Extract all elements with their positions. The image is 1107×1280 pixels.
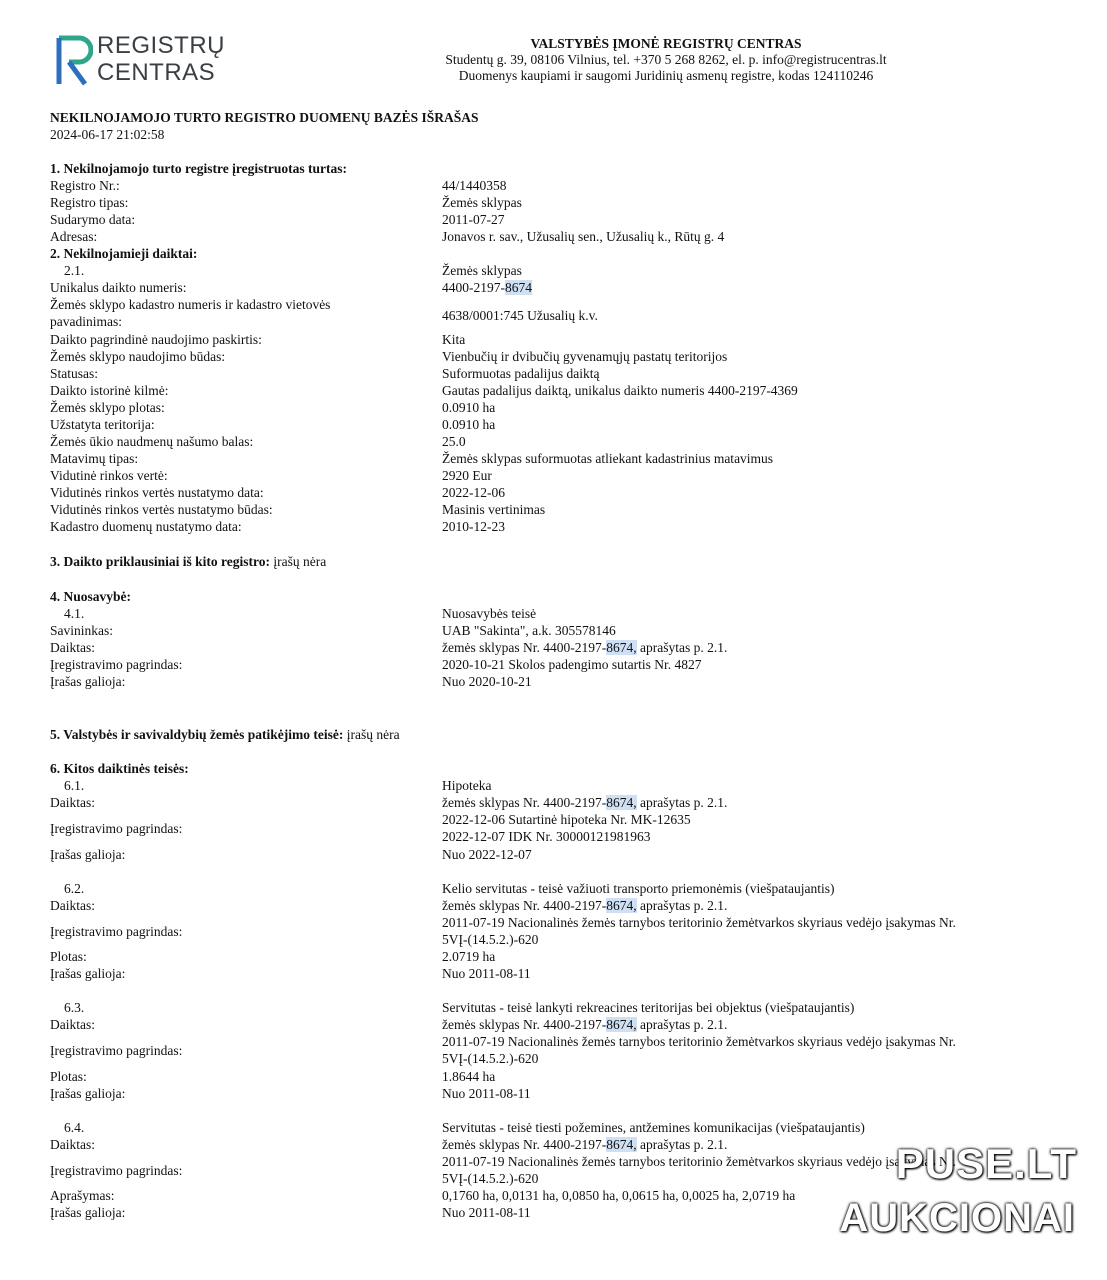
s2-key: Užstatyta teritorija: — [50, 417, 155, 432]
s2-value: 25.0 — [442, 434, 466, 449]
s4-reg-key: Įregistravimo pagrindas: — [50, 657, 183, 672]
uid-highlight: 8674 — [505, 280, 532, 295]
uid-prefix: 4400-2197- — [442, 280, 505, 295]
s6-3-area-key: Plotas: — [50, 1069, 87, 1084]
s6-2-reg-line2: 5VĮ-(14.5.2.)-620 — [442, 932, 539, 947]
item-prefix: žemės sklypas Nr. 4400-2197- — [442, 795, 607, 810]
section-6-heading: 6. Kitos daiktinės teisės: — [50, 761, 189, 776]
s2-key: Kadastro duomenų nustatymo data: — [50, 519, 242, 534]
section-5-heading — [50, 726, 400, 743]
s2-item-type: Žemės sklypas — [442, 263, 522, 278]
s6-1-reg-line2: 2022-12-07 IDK Nr. 30000121981963 — [442, 829, 651, 844]
s2-key: Matavimų tipas: — [50, 451, 139, 466]
s2-key: Daikto istorinė kilmė: — [50, 383, 169, 398]
item-suffix: aprašytas p. 2.1. — [636, 640, 728, 655]
s2-uid-key: Unikalus daikto numeris: — [50, 280, 187, 295]
s4-owner-key: Savininkas: — [50, 623, 113, 638]
s6-2-reg-key: Įregistravimo pagrindas: — [50, 924, 183, 939]
item-suffix: aprašytas p. 2.1. — [636, 1137, 728, 1152]
s4-item-value — [442, 639, 1032, 656]
s2-key: Vidutinės rinkos vertės nustatymo data: — [50, 485, 264, 500]
section-3-heading — [50, 553, 326, 570]
document-title: NEKILNOJAMOJO TURTO REGISTRO DUOMENŲ BAZĖS IŠRAŠAS — [50, 110, 479, 125]
org-registry-note: Duomenys kaupiami ir saugomi Juridinių asmenų registre, kodas 124110246 — [458, 68, 874, 83]
s4-number: 4.1. — [64, 606, 85, 621]
s2-key: Vidutinė rinkos vertė: — [50, 468, 168, 483]
section-1-heading: 1. Nekilnojamojo turto registre įregistruotas turtas: — [50, 161, 347, 176]
s6-2-item-key: Daiktas: — [50, 898, 95, 913]
s6-2-area-value: 2.0719 ha — [442, 949, 496, 964]
s2-value: Suformuotas padalijus daiktą — [442, 366, 600, 381]
s6-3-number: 6.3. — [64, 1000, 85, 1015]
section-3-none: įrašų nėra — [273, 554, 327, 569]
s2-key: Žemės sklypo plotas: — [50, 400, 165, 415]
section-4-heading: 4. Nuosavybė: — [50, 589, 132, 604]
s2-key: Vidutinės rinkos vertės nustatymo būdas: — [50, 502, 273, 517]
s6-4-reg-line1: 2011-07-19 Nacionalinės žemės tarnybos teritorinio žemėtvarkos skyriaus vedėjo įsakymas Nr. — [442, 1154, 956, 1169]
s4-owner-value: UAB "Sakinta", a.k. 305578146 — [442, 623, 616, 638]
s6-2-number: 6.2. — [64, 881, 85, 896]
s6-1-valid-key: Įrašas galioja: — [50, 847, 126, 862]
s1-value: 44/1440358 — [442, 178, 507, 193]
s1-value: Jonavos r. sav., Užusalių sen., Užusalių k., Rūtų g. 4 — [442, 229, 725, 244]
s6-3-valid-value: Nuo 2011-08-11 — [442, 1086, 531, 1101]
s2-uid-value — [442, 279, 1032, 296]
item-suffix: aprašytas p. 2.1. — [636, 898, 728, 913]
s2-item-number: 2.1. — [64, 263, 85, 278]
s6-1-reg-line1: 2022-12-06 Sutartinė hipoteka Nr. MK-12635 — [442, 812, 691, 827]
item-prefix: žemės sklypas Nr. 4400-2197- — [442, 898, 607, 913]
s2-cadastre-value: 4638/0001:745 Užusalių k.v. — [442, 308, 598, 323]
s6-1-reg-key: Įregistravimo pagrindas: — [50, 821, 183, 836]
cadastre-key-line2: pavadinimas: — [50, 314, 122, 329]
section-5-title: 5. Valstybės ir savivaldybių žemės patikėjimo teisė: — [50, 727, 344, 742]
s2-value: Gautas padalijus daiktą, unikalus daikto numeris 4400-2197-4369 — [442, 383, 798, 398]
s6-3-reg-key: Įregistravimo pagrindas: — [50, 1043, 183, 1058]
cadastre-key-line1: Žemės sklypo kadastro numeris ir kadastro vietovės — [50, 297, 331, 312]
s4-valid-value: Nuo 2020-10-21 — [442, 674, 532, 689]
s1-key: Registro Nr.: — [50, 178, 120, 193]
s6-4-valid-value: Nuo 2011-08-11 — [442, 1205, 531, 1220]
logo-line-2: CENTRAS — [97, 59, 216, 86]
s2-value: Masinis vertinimas — [442, 502, 546, 517]
s2-value: 0.0910 ha — [442, 400, 496, 415]
s6-1-item-key: Daiktas: — [50, 795, 95, 810]
logo-mark-icon — [55, 34, 93, 88]
s1-key: Adresas: — [50, 229, 98, 244]
s4-type: Nuosavybės teisė — [442, 606, 537, 621]
s6-4-title: Servitutas - teisė tiesti požemines, antžemines komunikacijas (viešpataujantis) — [442, 1120, 865, 1135]
s2-key: Daikto pagrindinė naudojimo paskirtis: — [50, 332, 262, 347]
s6-4-reg-line2: 5VĮ-(14.5.2.)-620 — [442, 1171, 539, 1186]
s6-1-title: Hipoteka — [442, 778, 492, 793]
section-3-title: 3. Daikto priklausiniai iš kito registro: — [50, 554, 271, 569]
watermark-line-2: AUKCIONAI — [839, 1196, 1075, 1240]
s6-2-valid-value: Nuo 2011-08-11 — [442, 966, 531, 981]
logo-wordmark — [97, 32, 225, 86]
s2-cadastre-key — [50, 296, 430, 330]
s6-3-reg-value — [442, 1033, 1032, 1067]
item-highlight: 8674, — [606, 1017, 637, 1032]
s2-value: Kita — [442, 332, 466, 347]
item-suffix: aprašytas p. 2.1. — [636, 795, 728, 810]
s6-3-item-value — [442, 1016, 1032, 1033]
s1-value: Žemės sklypas — [442, 195, 522, 210]
item-prefix: žemės sklypas Nr. 4400-2197- — [442, 1137, 607, 1152]
s6-3-valid-key: Įrašas galioja: — [50, 1086, 126, 1101]
s6-4-number: 6.4. — [64, 1120, 85, 1135]
item-suffix: aprašytas p. 2.1. — [636, 1017, 728, 1032]
org-address: Studentų g. 39, 08106 Vilnius, tel. +370 5 268 8262, el. p. info@registrucentras.lt — [445, 52, 887, 67]
s2-value: Vienbučių ir dvibučių gyvenamųjų pastatų teritorijos — [442, 349, 728, 364]
s6-4-valid-key: Įrašas galioja: — [50, 1205, 126, 1220]
s2-value: 2920 Eur — [442, 468, 492, 483]
s6-4-desc-key: Aprašymas: — [50, 1188, 115, 1203]
item-highlight: 8674, — [606, 898, 637, 913]
s6-4-item-key: Daiktas: — [50, 1137, 95, 1152]
s6-4-desc-value: 0,1760 ha, 0,0131 ha, 0,0850 ha, 0,0615 ha, 0,0025 ha, 2,0719 ha — [442, 1188, 796, 1203]
s2-key: Statusas: — [50, 366, 99, 381]
s2-key: Žemės ūkio naudmenų našumo balas: — [50, 434, 254, 449]
s6-1-item-value — [442, 794, 1032, 811]
s2-value: 2022-12-06 — [442, 485, 505, 500]
s4-valid-key: Įrašas galioja: — [50, 674, 126, 689]
s6-2-valid-key: Įrašas galioja: — [50, 966, 126, 981]
s4-item-key: Daiktas: — [50, 640, 95, 655]
s4-reg-value: 2020-10-21 Skolos padengimo sutartis Nr. 4827 — [442, 657, 702, 672]
item-highlight: 8674, — [606, 640, 637, 655]
s6-3-area-value: 1.8644 ha — [442, 1069, 496, 1084]
s1-value: 2011-07-27 — [442, 212, 505, 227]
document-header — [380, 36, 952, 84]
org-name: VALSTYBĖS ĮMONĖ REGISTRŲ CENTRAS — [530, 36, 802, 51]
section-2-heading: 2. Nekilnojamieji daiktai: — [50, 246, 198, 261]
section-5-none: įrašų nėra — [346, 727, 400, 742]
s6-3-reg-line2: 5VĮ-(14.5.2.)-620 — [442, 1051, 539, 1066]
watermark-line-1: PUSE.LT — [895, 1140, 1077, 1187]
s2-key: Žemės sklypo naudojimo būdas: — [50, 349, 226, 364]
item-prefix: žemės sklypas Nr. 4400-2197- — [442, 640, 607, 655]
s2-value: 2010-12-23 — [442, 519, 505, 534]
s6-1-valid-value: Nuo 2022-12-07 — [442, 847, 532, 862]
s2-value: 0.0910 ha — [442, 417, 496, 432]
s2-value: Žemės sklypas suformuotas atliekant kadastrinius matavimus — [442, 451, 774, 466]
item-prefix: žemės sklypas Nr. 4400-2197- — [442, 1017, 607, 1032]
s6-2-reg-value — [442, 914, 1032, 948]
s6-1-reg-value — [442, 811, 1032, 845]
s6-2-title: Kelio servitutas - teisė važiuoti transporto priemonėmis (viešpataujantis) — [442, 881, 835, 896]
s6-2-area-key: Plotas: — [50, 949, 87, 964]
s1-key: Registro tipas: — [50, 195, 129, 210]
s6-1-number: 6.1. — [64, 778, 85, 793]
s6-3-item-key: Daiktas: — [50, 1017, 95, 1032]
s6-4-reg-key: Įregistravimo pagrindas: — [50, 1163, 183, 1178]
s6-2-item-value — [442, 897, 1032, 914]
s1-key: Sudarymo data: — [50, 212, 136, 227]
logo-line-1: REGISTRŲ — [97, 32, 226, 59]
s6-3-reg-line1: 2011-07-19 Nacionalinės žemės tarnybos teritorinio žemėtvarkos skyriaus vedėjo įsakymas Nr. — [442, 1034, 956, 1049]
s6-3-title: Servitutas - teisė lankyti rekreacines teritorijas bei objektus (viešpataujantis) — [442, 1000, 855, 1015]
registru-centras-logo — [55, 32, 225, 90]
item-highlight: 8674, — [606, 795, 637, 810]
s6-2-reg-line1: 2011-07-19 Nacionalinės žemės tarnybos teritorinio žemėtvarkos skyriaus vedėjo įsakymas Nr. — [442, 915, 956, 930]
document-timestamp: 2024-06-17 21:02:58 — [50, 127, 165, 142]
item-highlight: 8674, — [606, 1137, 637, 1152]
